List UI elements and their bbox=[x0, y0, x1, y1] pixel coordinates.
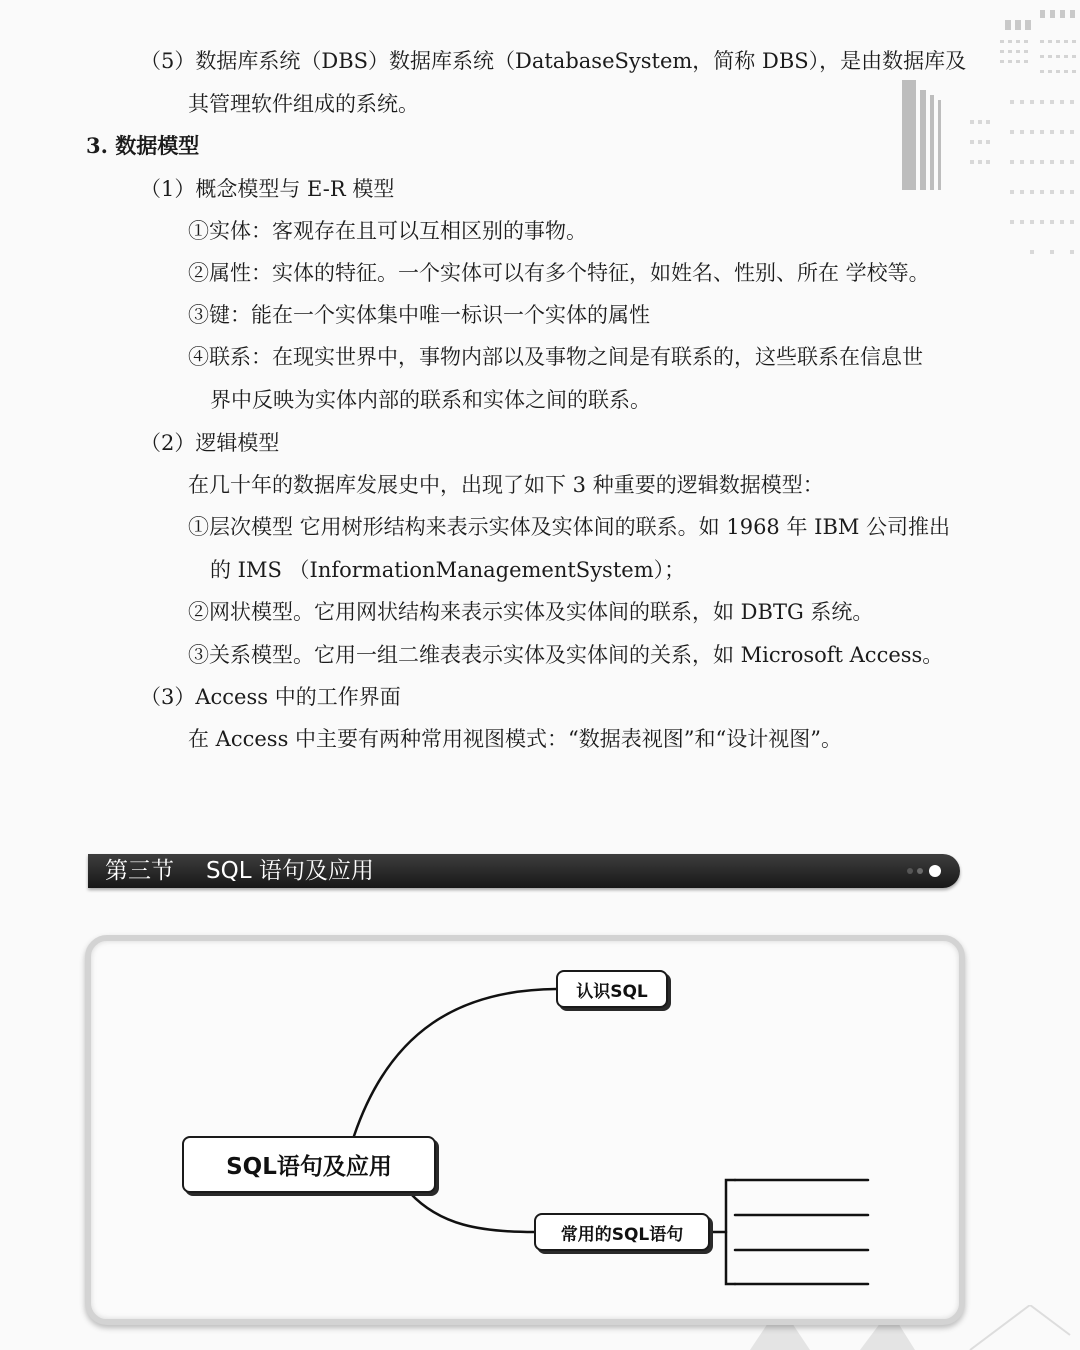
connector-to-statements bbox=[410, 1193, 534, 1232]
list-item-relational: ③关系模型。它用一组二维表表示实体及实体间的关系，如 Microsoft Access。 bbox=[188, 643, 944, 667]
subheading-access-ui: （3）Access 中的工作界面 bbox=[140, 685, 401, 709]
subheading-logic-model: （2）逻辑模型 bbox=[140, 431, 280, 455]
paragraph-access-views: 在 Access 中主要有两种常用视图模式：“数据表视图”和“设计视图”。 bbox=[188, 727, 842, 751]
mindmap-node-common-sql: 常用的SQL语句 bbox=[534, 1213, 710, 1251]
list-item-relationship: ④联系：在现实世界中，事物内部以及事物之间是有联系的，这些联系在信息世 bbox=[188, 345, 923, 369]
paragraph-logic-intro: 在几十年的数据库发展史中，出现了如下 3 种重要的逻辑数据模型： bbox=[188, 473, 824, 497]
section-title: SQL 语句及应用 bbox=[206, 858, 374, 884]
list-item-relationship-cont: 界中反映为实体内部的联系和实体之间的联系。 bbox=[210, 388, 651, 412]
mindmap-root-node: SQL语句及应用 bbox=[182, 1136, 436, 1193]
section-number: 第三节 bbox=[105, 858, 174, 884]
mindmap-node-intro-sql: 认识SQL bbox=[556, 970, 668, 1008]
text-line-dbs-cont: 其管理软件组成的系统。 bbox=[188, 92, 419, 116]
connector-leaf-bracket bbox=[726, 1180, 735, 1284]
subheading-concept-model: （1）概念模型与 E-R 模型 bbox=[140, 177, 395, 201]
connector-to-intro bbox=[354, 989, 556, 1136]
heading-data-model: 3. 数据模型 bbox=[86, 133, 200, 158]
list-item-attribute: ②属性：实体的特征。一个实体可以有多个特征，如姓名、性别、所在 学校等。 bbox=[188, 261, 930, 285]
list-item-hierarchical-cont: 的 IMS （InformationManagementSystem）； bbox=[210, 558, 686, 582]
text-line-dbs: （5）数据库系统（DBS）数据库系统（DatabaseSystem，简称 DBS），是由数据库及 bbox=[140, 49, 967, 73]
list-item-network: ②网状模型。它用网状结构来表示实体及实体间的联系，如 DBTG 系统。 bbox=[188, 600, 874, 624]
list-item-entity: ①实体：客观存在且可以互相区别的事物。 bbox=[188, 219, 587, 243]
list-item-hierarchical: ①层次模型 它用树形结构来表示实体及实体间的联系。如 1968 年 IBM 公司推出 bbox=[188, 515, 951, 539]
list-item-key: ③键：能在一个实体集中唯一标识一个实体的属性 bbox=[188, 303, 650, 327]
